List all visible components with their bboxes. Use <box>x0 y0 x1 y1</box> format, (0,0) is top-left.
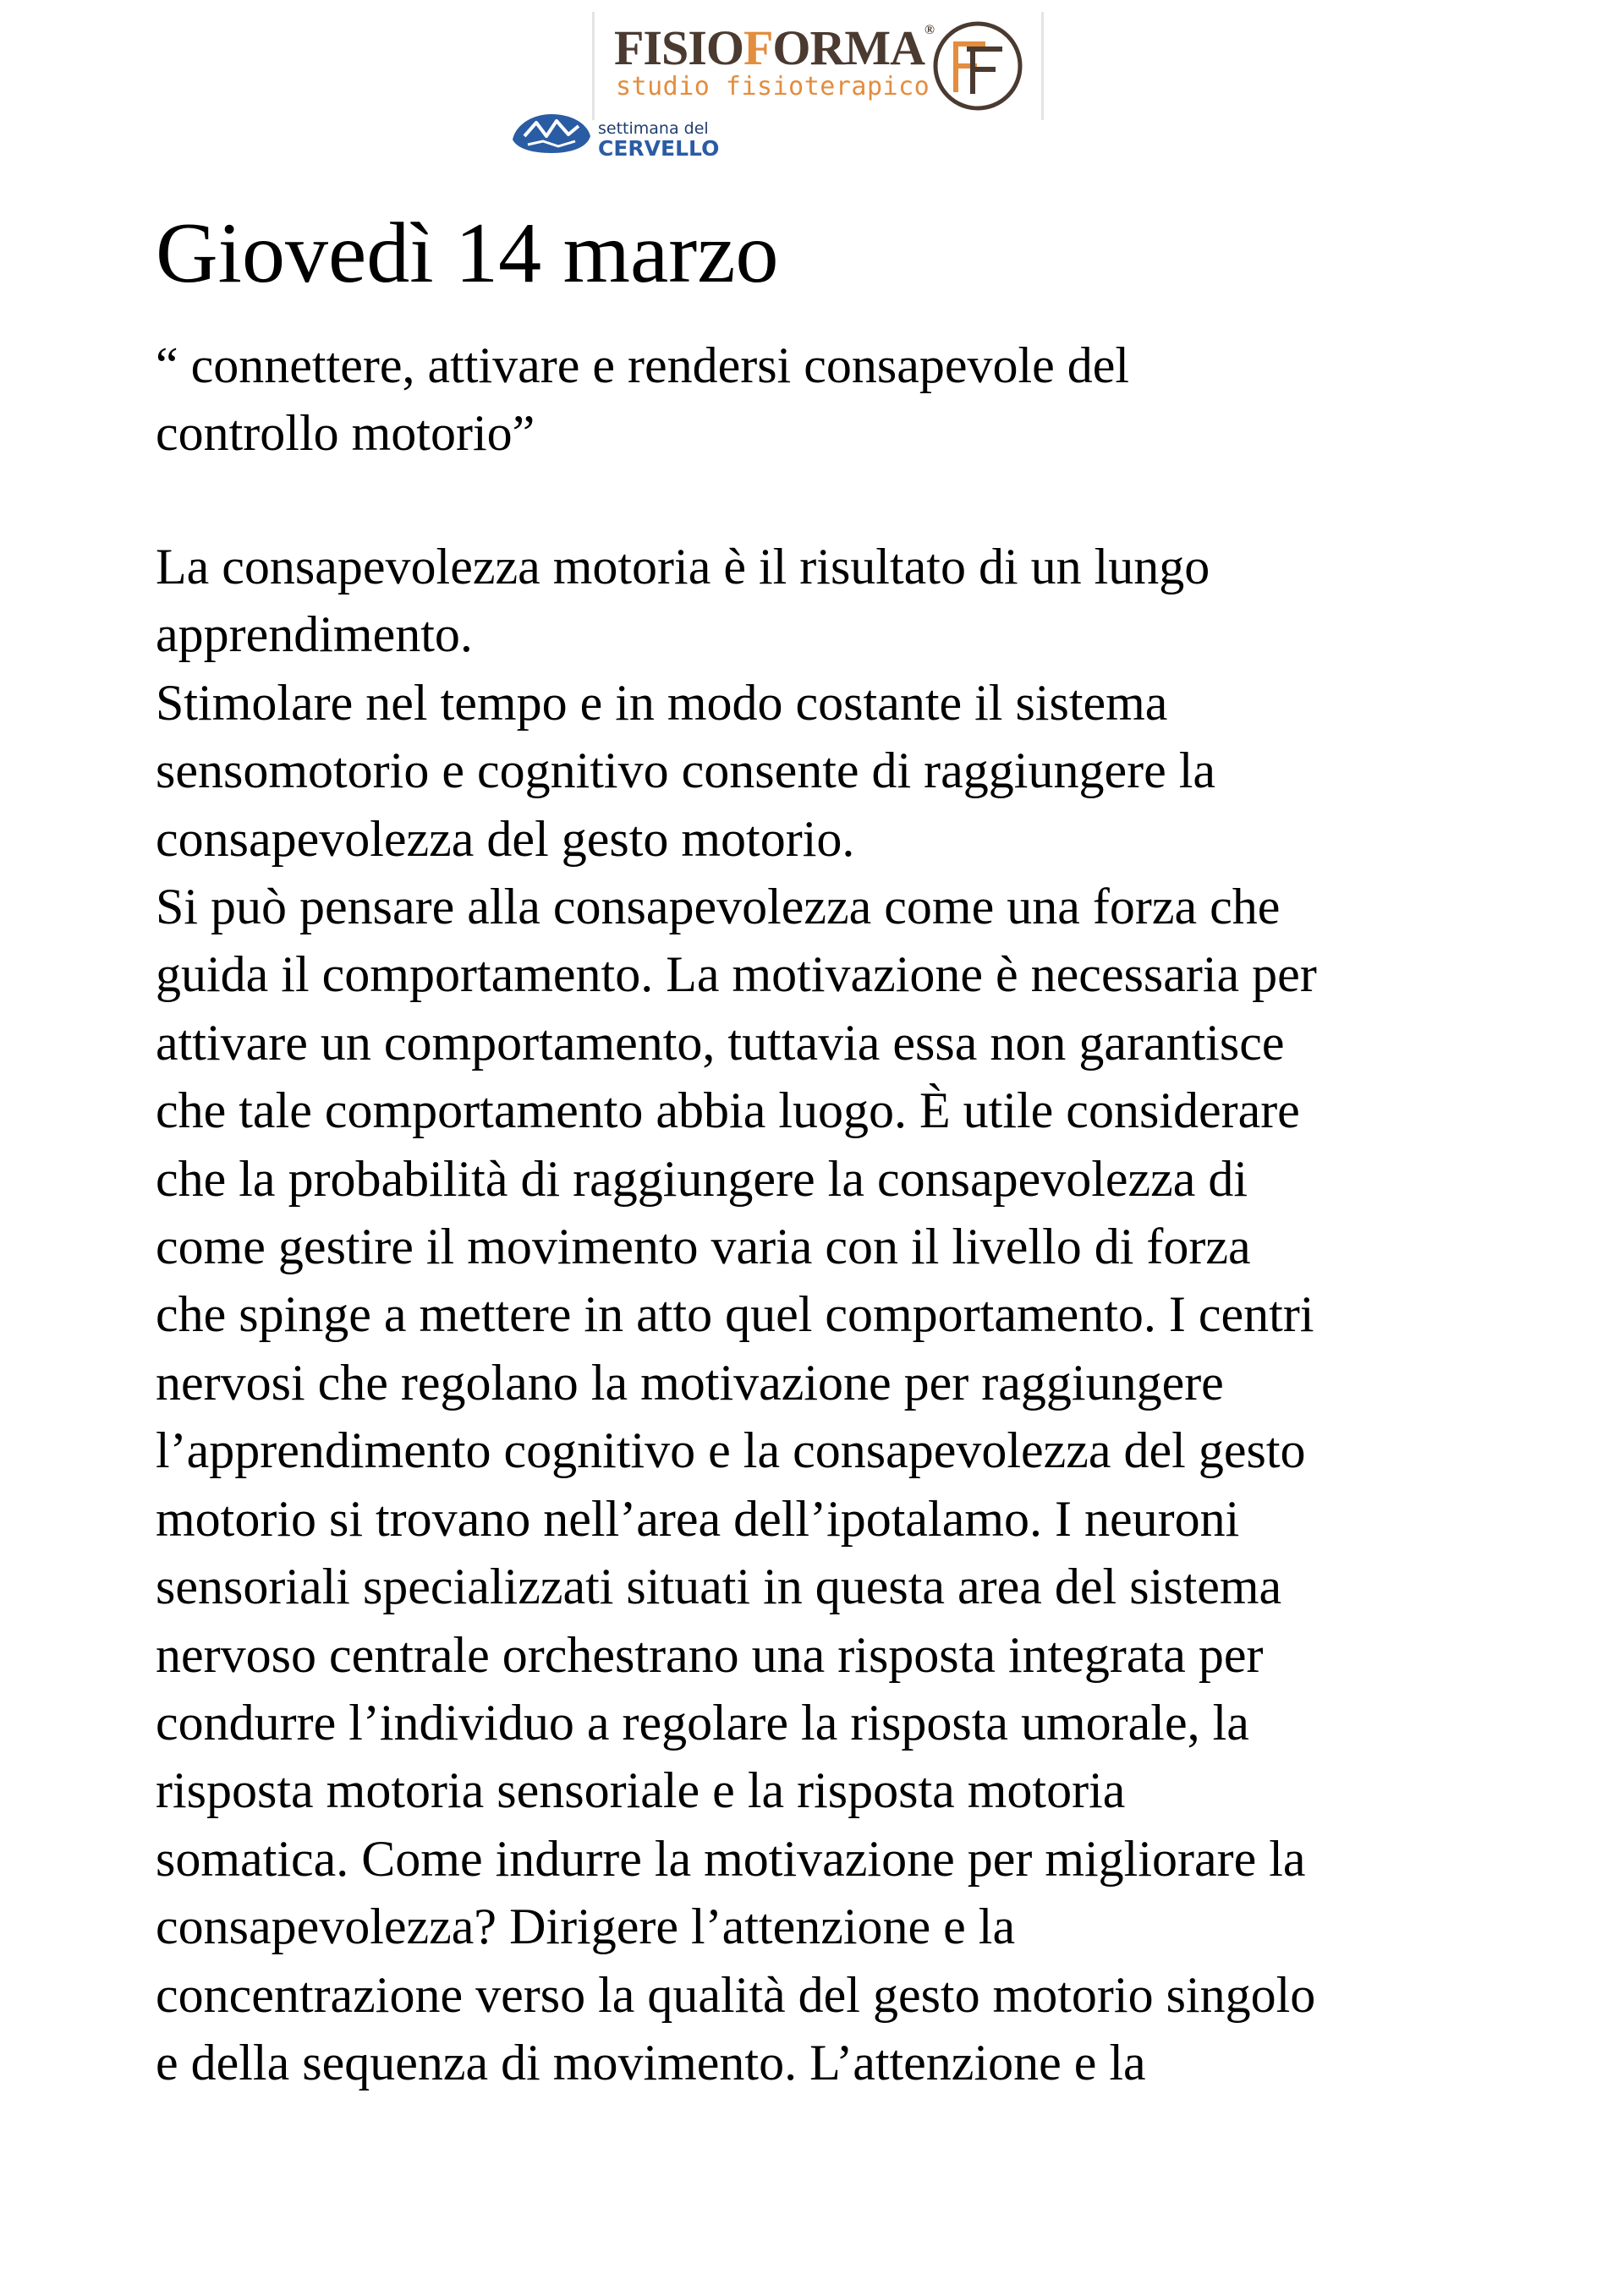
brand-tagline: studio fisioterapico <box>616 72 930 101</box>
brand-name-part1: FISIO <box>614 20 743 75</box>
brand-name-accent: F <box>743 20 773 75</box>
event-logo-line2: CERVELLO <box>598 136 720 161</box>
body-line: Si può pensare alla consapevolezza come una forza che <box>156 879 1281 935</box>
body-line: sensomotorio e cognitivo consente di raggiungere la <box>156 743 1215 799</box>
logo-separator-right <box>1041 12 1044 120</box>
body-line: nervoso centrale orchestrano una risposta integrata per <box>156 1626 1264 1683</box>
body-text <box>156 533 1577 2096</box>
subtitle-line: “ connettere, attivare e rendersi consapevole del <box>156 337 1130 393</box>
brand-name-part2: ORMA <box>772 20 925 75</box>
subtitle-line: controllo motorio” <box>156 405 535 461</box>
brain-icon <box>509 107 594 158</box>
body-line: risposta motoria sensoriale e la risposta motoria <box>156 1762 1126 1819</box>
body-line: come gestire il movimento varia con il livello di forza <box>156 1219 1251 1275</box>
body-line: l’apprendimento cognitivo e la consapevolezza del gesto <box>156 1422 1306 1479</box>
settimana-cervello-logo <box>509 107 763 167</box>
body-line: consapevolezza? Dirigere l’attenzione e la <box>156 1899 1016 1955</box>
body-line: consapevolezza del gesto motorio. <box>156 810 855 867</box>
logo-separator-left <box>592 12 595 120</box>
body-line: che tale comportamento abbia luogo. È utile considerare <box>156 1082 1300 1139</box>
body-line: che spinge a mettere in atto quel comportamento. I centri <box>156 1286 1314 1343</box>
fisioforma-wordmark <box>614 20 934 75</box>
body-line: attivare un comportamento, tuttavia essa non garantisce <box>156 1014 1285 1071</box>
body-line: e della sequenza di movimento. L’attenzione e la <box>156 2034 1146 2091</box>
page-title: Giovedì 14 marzo <box>156 205 779 301</box>
body-line: condurre l’individuo a regolare la risposta umorale, la <box>156 1694 1249 1751</box>
body-line: motorio si trovano nell’area dell’ipotalamo. I neuroni <box>156 1490 1240 1547</box>
body-line: sensoriali specializzati situati in questa area del sistema <box>156 1559 1282 1615</box>
body-line: Stimolare nel tempo e in modo costante il sistema <box>156 674 1168 731</box>
body-line: La consapevolezza motoria è il risultato di un lungo <box>156 539 1210 595</box>
body-line: guida il comportamento. La motivazione è necessaria per <box>156 946 1317 1003</box>
subtitle-quote <box>156 332 1509 467</box>
body-line: concentrazione verso la qualità del gesto motorio singolo <box>156 1966 1316 2023</box>
body-line: nervosi che regolano la motivazione per raggiungere <box>156 1354 1224 1411</box>
body-line: somatica. Come indurre la motivazione per migliorare la <box>156 1830 1306 1887</box>
body-line: apprendimento. <box>156 606 473 663</box>
registered-mark: ® <box>924 23 934 37</box>
event-logo-line1: settimana del <box>598 119 709 138</box>
body-line: che la probabilità di raggiungere la consapevolezza di <box>156 1150 1248 1207</box>
fisioforma-logo <box>614 19 1037 112</box>
ff-emblem-icon <box>930 19 1025 113</box>
